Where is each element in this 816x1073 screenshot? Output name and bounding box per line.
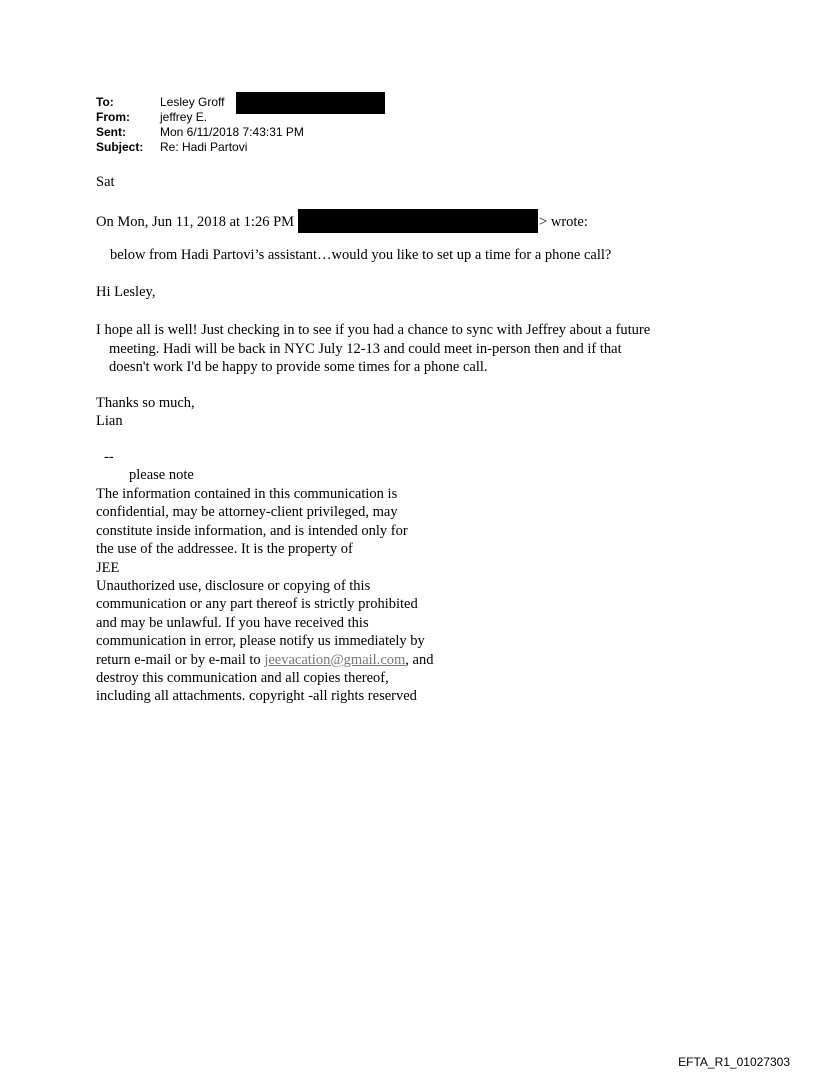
- signoff-name: Lian: [96, 413, 123, 429]
- body-line: I hope all is well! Just checking in to see if you had a chance to sync with Jeffrey about a future: [96, 322, 651, 338]
- please-note: please note: [129, 467, 194, 483]
- disclaimer-email-line: [96, 651, 516, 669]
- redaction-box: [298, 209, 538, 233]
- disclaimer-line: including all attachments. copyright -all rights reserved: [96, 688, 417, 705]
- signoff-thanks: Thanks so much,: [96, 395, 195, 411]
- email-suffix: , and: [405, 651, 434, 668]
- disclaimer-line: constitute inside information, and is intended only for: [96, 522, 408, 539]
- disclaimer-line: and may be unlawful. If you have received this: [96, 614, 369, 631]
- disclaimer-line: confidential, may be attorney-client privileged, may: [96, 504, 398, 521]
- quote-intro-prefix: On Mon, Jun 11, 2018 at 1:26 PM: [96, 214, 295, 230]
- from-label: From:: [96, 110, 130, 124]
- subject-label: Subject:: [96, 140, 144, 154]
- document-id: EFTA_R1_01027303: [678, 1055, 790, 1069]
- to-value: Lesley Groff: [160, 95, 225, 109]
- sent-value: Mon 6/11/2018 7:43:31 PM: [160, 125, 304, 139]
- message-body: [96, 321, 736, 377]
- disclaimer-line: destroy this communication and all copies thereof,: [96, 670, 389, 687]
- subject-value: Re: Hadi Partovi: [160, 140, 248, 154]
- sent-label: Sent:: [96, 125, 126, 139]
- body-line: meeting. Hadi will be back in NYC July 12-13 and could meet in-person then and if that: [109, 340, 622, 357]
- signature-separator: --: [104, 449, 114, 465]
- disclaimer-line: Unauthorized use, disclosure or copying of this: [96, 578, 371, 595]
- forward-note: below from Hadi Partovi’s assistant…would you like to set up a time for a phone call?: [110, 247, 612, 263]
- disclaimer-line: The information contained in this communication is: [96, 486, 398, 502]
- redaction-box: [236, 92, 385, 114]
- quote-intro: [96, 209, 588, 233]
- from-value: jeffrey E.: [160, 110, 208, 124]
- quote-intro-suffix: > wrote:: [539, 214, 588, 230]
- disclaimer-line: JEE: [96, 559, 120, 576]
- greeting: Hi Lesley,: [96, 284, 156, 300]
- disclaimer-line: communication or any part thereof is strictly prohibited: [96, 596, 418, 613]
- body-line: doesn't work I'd be happy to provide some times for a phone call.: [109, 359, 488, 375]
- email-prefix: return e-mail or by e-mail to: [96, 651, 265, 668]
- disclaimer-line: communication in error, please notify us immediately by: [96, 633, 425, 650]
- confidentiality-disclaimer: [96, 485, 516, 706]
- to-label: To:: [96, 95, 114, 109]
- email-link[interactable]: jeevacation@gmail.com: [264, 651, 406, 668]
- disclaimer-line: the use of the addressee. It is the property of: [96, 541, 353, 558]
- reply-text: Sat: [96, 174, 115, 190]
